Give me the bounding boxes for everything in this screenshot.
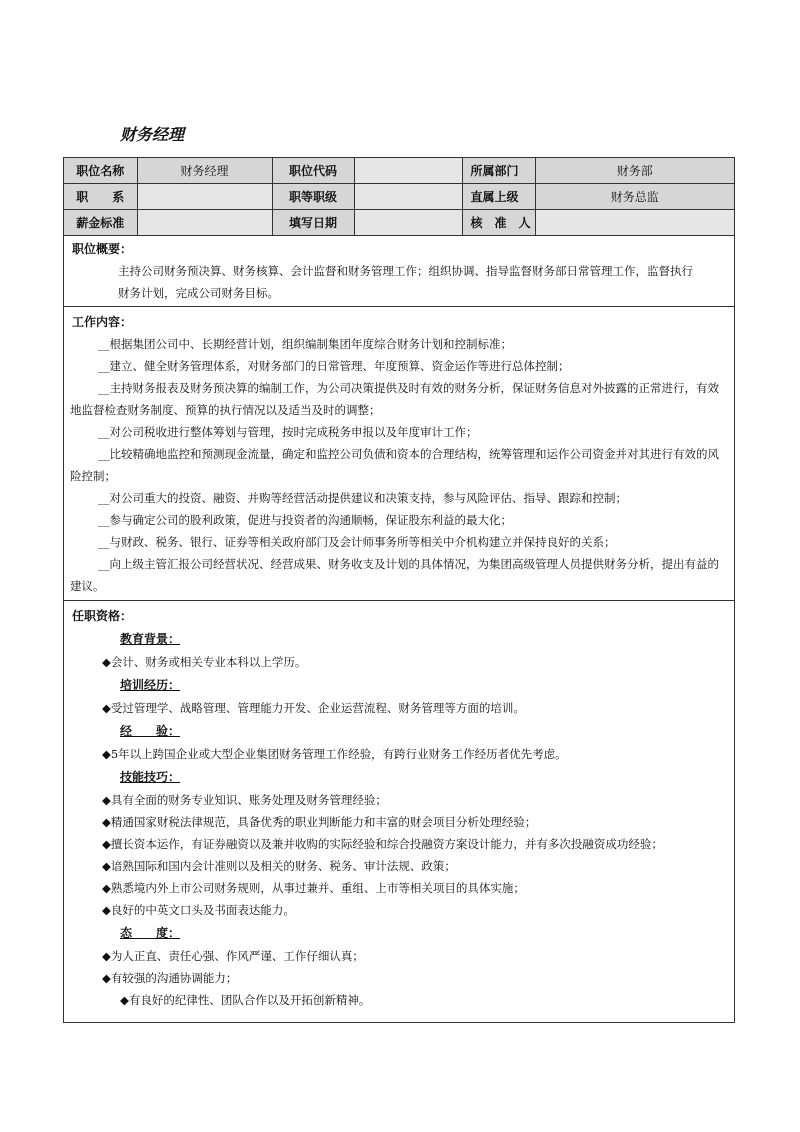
duty-item: __比较精确地监控和预测现金流量，确定和监控公司负债和资本的合理结构，统筹管理和运作公司资金并对其进行有效的风险控制；	[70, 447, 719, 483]
document-title: 财务经理	[120, 125, 185, 144]
position-code-label: 职位代码	[272, 158, 354, 184]
position-name-label: 职位名称	[64, 158, 137, 184]
skills-item: ◆具有全面的财务专业知识、账务处理及财务管理经验；	[102, 793, 387, 807]
job-series-value	[137, 184, 272, 210]
duty-item: __建立、健全财务管理体系，对财务部门的日常管理、年度预算、资金运作等进行总体控制；	[98, 359, 570, 373]
skills-item: ◆良好的中英文口头及书面表达能力。	[102, 903, 295, 917]
attitude-item: ◆有较强的沟通协调能力；	[102, 971, 238, 985]
header-table	[64, 158, 734, 236]
duty-item: __根据集团公司中、长期经营计划，组织编制集团年度综合财务计划和控制标准；	[98, 337, 512, 351]
experience-title: 经 验：	[120, 724, 181, 738]
education-title: 教育背景：	[120, 632, 181, 646]
duty-item: __与财政、税务、银行、证券等相关政府部门及会计师事务所等相关中介机构建立并保持良好的关系；	[98, 535, 616, 549]
qualifications-section	[64, 601, 734, 1023]
training-title: 培训经历：	[120, 678, 181, 692]
header-row	[64, 158, 734, 184]
overview-line: 主持公司财务预决算、财务核算、会计监督和财务管理工作；组织协调、指导监督财务部日常管理工作，监督执行	[118, 264, 693, 278]
training-item: ◆受过管理学、战略管理、管理能力开发、企业运营流程、财务管理等方面的培训。	[102, 701, 525, 715]
duty-item: __对公司税收进行整体筹划与管理，按时完成税务申报以及年度审计工作；	[98, 425, 478, 439]
overview-title: 职位概要：	[72, 242, 133, 256]
duties-title: 工作内容：	[72, 315, 133, 329]
attitude-item: ◆有良好的纪律性、团队合作以及开拓创新精神。	[120, 993, 371, 1007]
duty-item: __向上级主管汇报公司经营状况、经营成果、财务收支及计划的具体情况，为集团高级管理人员提供财务分析，提出有益的建议。	[70, 557, 719, 593]
duty-item: __对公司重大的投资、融资、并购等经营活动提供建议和决策支持，参与风险评估、指导、跟踪和控制；	[98, 491, 627, 505]
header-row	[64, 210, 734, 236]
salary-standard-label: 薪金标准	[64, 210, 137, 236]
approver-label: 核 准 人	[462, 210, 535, 236]
duties-section	[64, 307, 734, 601]
header-row	[64, 184, 734, 210]
skills-item: ◆谙熟国际和国内会计准则以及相关的财务、税务、审计法规、政策；	[102, 859, 456, 873]
supervisor-label: 直属上级	[462, 184, 535, 210]
position-code-value	[354, 158, 462, 184]
fill-date-label: 填写日期	[272, 210, 354, 236]
attitude-title: 态 度：	[120, 926, 181, 940]
duty-item: __主持财务报表及财务预决算的编制工作，为公司决策提供及时有效的财务分析，保证财务信息对外披露的正常进行，有效地监督检查财务制度、预算的执行情况以及适当及时的调整；	[70, 381, 719, 417]
position-name-value: 财务经理	[137, 158, 272, 184]
qualifications-title: 任职资格：	[72, 609, 133, 623]
duty-item: __参与确定公司的股利政策，促进与投资者的沟通顺畅，保证股东利益的最大化；	[98, 513, 512, 527]
skills-item: ◆精通国家财税法律规范，具备优秀的职业判断能力和丰富的财会项目分析处理经验；	[102, 815, 537, 829]
department-value: 财务部	[535, 158, 734, 184]
job-series-label: 职 系	[64, 184, 137, 210]
skills-item: ◆擅长资本运作，有证券融资以及兼并收购的实际经验和综合投融资方案设计能力，并有多次投融资成功经验；	[102, 837, 663, 851]
experience-item: ◆5年以上跨国企业或大型企业集团财务管理工作经验，有跨行业财务工作经历者优先考虑。	[102, 747, 567, 761]
grade-level-label: 职等职级	[272, 184, 354, 210]
overview-line: 财务计划，完成公司财务目标。	[118, 286, 279, 300]
grade-level-value	[354, 184, 462, 210]
approver-value	[535, 210, 734, 236]
job-description-table	[63, 157, 735, 1023]
education-item: ◆会计、财务或相关专业本科以上学历。	[102, 655, 307, 669]
attitude-item: ◆为人正直、责任心强、作风严谨、工作仔细认真；	[102, 949, 364, 963]
overview-section	[64, 236, 734, 307]
supervisor-value: 财务总监	[535, 184, 734, 210]
skills-item: ◆熟悉境内外上市公司财务规则，从事过兼并、重组、上市等相关项目的具体实施；	[102, 881, 525, 895]
salary-standard-value	[137, 210, 272, 236]
department-label: 所属部门	[462, 158, 535, 184]
fill-date-value	[354, 210, 462, 236]
skills-title: 技能技巧：	[120, 770, 181, 784]
